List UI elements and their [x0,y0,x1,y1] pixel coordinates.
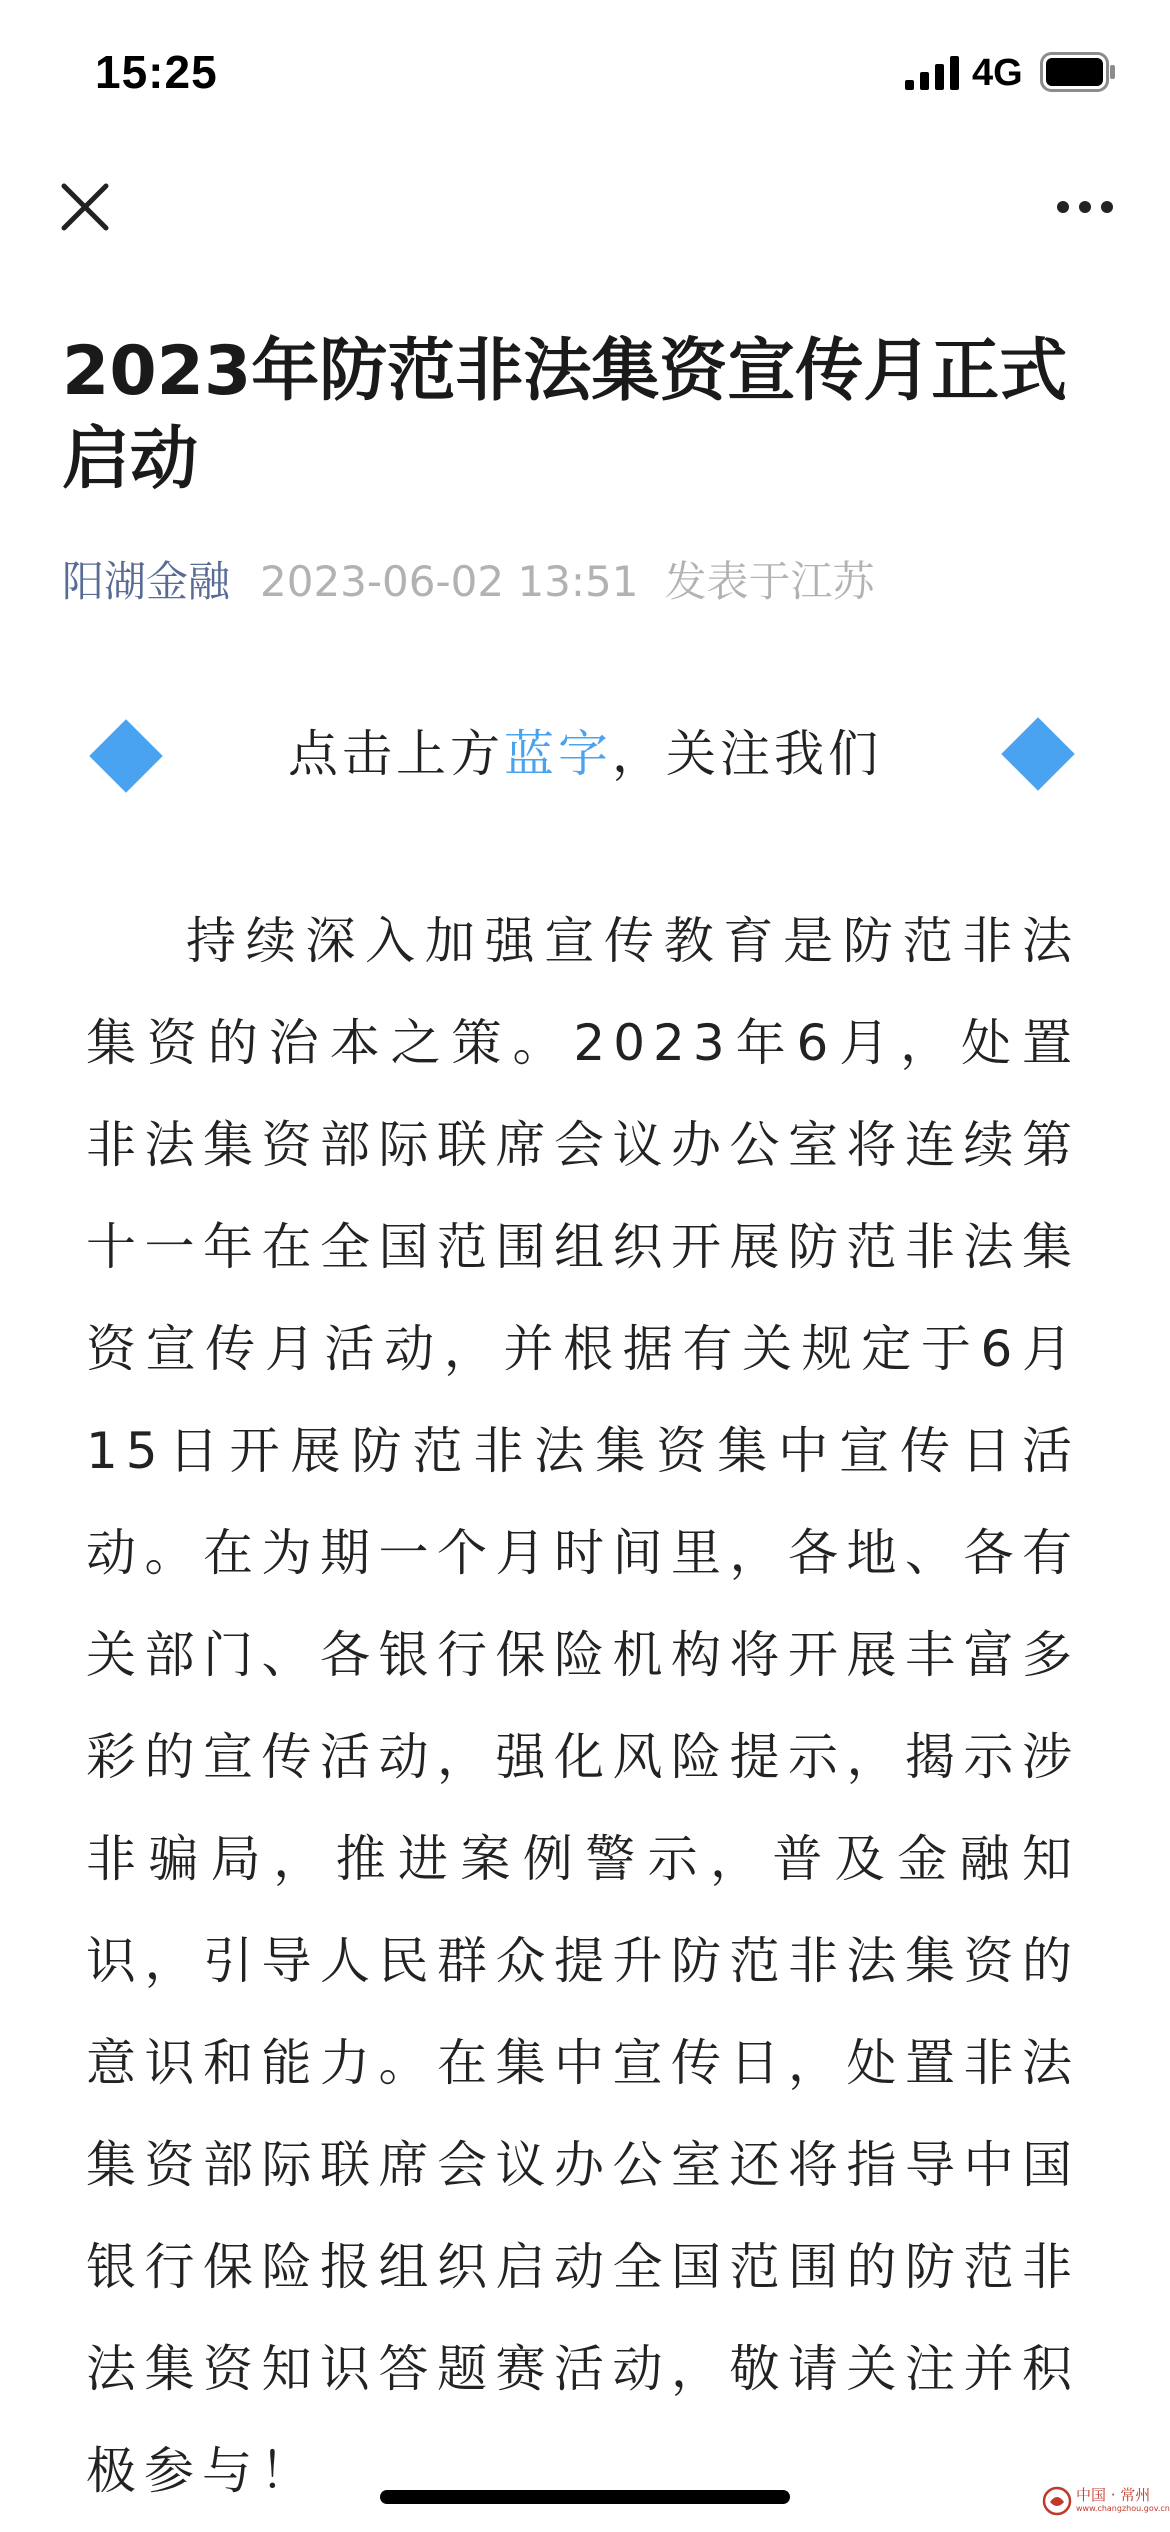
article-title: 2023年防范非法集资宣传月正式启动 [62,332,1068,499]
watermark-logo [1040,2482,1170,2522]
close-icon[interactable] [58,180,112,234]
watermark-text: 中国 · 常州 [1076,2486,1151,2504]
publish-date: 2023-06-02 13:51 [260,557,639,606]
follow-highlight[interactable]: 蓝字 [504,725,612,783]
signal-icon [905,56,959,90]
more-icon[interactable] [1055,198,1115,216]
status-bar [0,0,1170,140]
battery-icon [1040,52,1116,92]
watermark-emblem-icon [1042,2486,1072,2516]
home-indicator[interactable] [380,2490,790,2504]
publish-location: 发表于江苏 [664,557,875,606]
status-time: 15:25 [95,46,218,98]
author-link[interactable]: 阳湖金融 [62,557,231,606]
network-label: 4G [972,52,1023,94]
article-body: 持续深入加强宣传教育是防范非法集资的治本之策。2023年6月，处置非法集资部际联席会议办公室将连续第十一年在全国范围组织开展防范非法集资宣传月活动，并根据有关规定于6月15日开展防范非法集资集中宣传日活动。在为期一个月时间里，各地、各有关部门、各银行保险机构将开展丰富多彩的宣传活动，强化风险提示，揭示涉非骗局，推进案例警示，普及金融知识，引导人民群众提升防范非法集资的意识和能力。在集中宣传日，处置非法集资部际联席会议办公室还将指导中国银行保险报组织启动全国范围的防范非法集资知识答题赛活动，敬请关注并积极参与！ [86,912,1080,2500]
follow-banner [0,700,1170,810]
follow-prefix: 点击上方 [288,725,504,783]
follow-prompt [0,722,1170,786]
watermark-url: www.changzhou.gov.cn [1076,2504,1170,2513]
article-meta [62,552,875,612]
follow-suffix: ，关注我们 [612,725,882,783]
